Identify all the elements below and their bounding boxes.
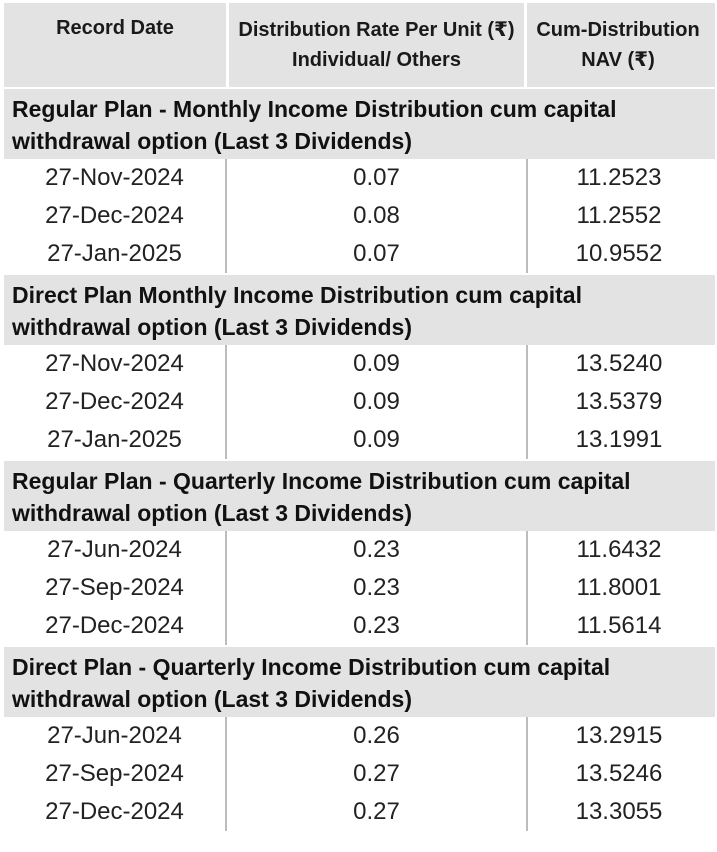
section-title-line1: Direct Plan Monthly Income Distribution cum capital xyxy=(12,282,582,308)
rate-cell: 0.09 xyxy=(225,421,528,459)
header-nav-line1: Cum-Distribution xyxy=(536,19,700,41)
section-title-line1: Direct Plan - Quarterly Income Distribution cum capital xyxy=(12,654,611,680)
table-row xyxy=(4,235,715,273)
table-row xyxy=(4,197,715,235)
nav-cell: 13.5240 xyxy=(575,350,663,377)
rate-cell: 0.23 xyxy=(225,569,528,607)
record-date-cell: 27-Jan-2025 xyxy=(47,240,182,267)
record-date-cell: 27-Jun-2024 xyxy=(47,536,182,563)
table-row xyxy=(4,793,715,831)
rate-cell: 0.08 xyxy=(225,197,528,235)
rate-cell: 0.09 xyxy=(225,383,528,421)
section-title-line2: withdrawal option (Last 3 Dividends) xyxy=(12,128,412,154)
record-date-cell: 27-Jun-2024 xyxy=(47,722,182,749)
table-row xyxy=(4,421,715,459)
section-title xyxy=(4,647,715,717)
table-row xyxy=(4,755,715,793)
nav-cell: 13.5246 xyxy=(575,760,663,787)
record-date-cell: 27-Nov-2024 xyxy=(45,164,184,191)
section-title xyxy=(4,275,715,345)
section-direct-monthly xyxy=(4,275,715,459)
section-title-line2: withdrawal option (Last 3 Dividends) xyxy=(12,686,412,712)
nav-cell: 13.1991 xyxy=(575,426,663,453)
header-distribution-rate xyxy=(226,3,527,87)
section-title-line1: Regular Plan - Monthly Income Distribution cum capital xyxy=(12,96,617,122)
table-row xyxy=(4,345,715,383)
section-title xyxy=(4,89,715,159)
section-regular-quarterly xyxy=(4,461,715,645)
section-title-line1: Regular Plan - Quarterly Income Distribution cum capital xyxy=(12,468,631,494)
record-date-cell: 27-Dec-2024 xyxy=(45,798,184,825)
section-regular-monthly xyxy=(4,89,715,273)
rate-cell: 0.23 xyxy=(225,531,528,569)
rate-cell: 0.07 xyxy=(225,159,528,197)
nav-cell: 11.6432 xyxy=(576,536,662,563)
record-date-cell: 27-Dec-2024 xyxy=(45,388,184,415)
record-date-cell: 27-Nov-2024 xyxy=(45,350,184,377)
nav-cell: 13.5379 xyxy=(575,388,663,415)
header-rate-line1: Distribution Rate Per Unit (₹) xyxy=(238,19,515,41)
rate-cell: 0.27 xyxy=(225,793,528,831)
rate-cell: 0.09 xyxy=(225,345,528,383)
rate-cell: 0.23 xyxy=(225,607,528,645)
rate-cell: 0.26 xyxy=(225,717,528,755)
record-date-cell: 27-Jan-2025 xyxy=(47,426,182,453)
record-date-cell: 27-Dec-2024 xyxy=(45,202,184,229)
record-date-cell: 27-Dec-2024 xyxy=(45,612,184,639)
table-row xyxy=(4,717,715,755)
record-date-cell: 27-Sep-2024 xyxy=(45,574,184,601)
section-direct-quarterly xyxy=(4,647,715,831)
record-date-cell: 27-Sep-2024 xyxy=(45,760,184,787)
rate-cell: 0.27 xyxy=(225,755,528,793)
table-header xyxy=(4,3,715,87)
table-row xyxy=(4,569,715,607)
section-title xyxy=(4,461,715,531)
table-row xyxy=(4,607,715,645)
header-rate-line2: Individual/ Others xyxy=(292,49,461,71)
table-row xyxy=(4,531,715,569)
nav-cell: 13.2915 xyxy=(575,722,663,749)
nav-cell: 11.5614 xyxy=(576,612,662,639)
nav-cell: 13.3055 xyxy=(575,798,663,825)
table-row xyxy=(4,383,715,421)
header-record-date-label: Record Date xyxy=(56,17,174,39)
nav-cell: 11.2552 xyxy=(576,202,662,229)
nav-cell: 10.9552 xyxy=(575,240,663,267)
nav-cell: 11.8001 xyxy=(576,574,662,601)
table-row xyxy=(4,159,715,197)
section-title-line2: withdrawal option (Last 3 Dividends) xyxy=(12,500,412,526)
header-record-date xyxy=(4,3,226,87)
dividend-table xyxy=(4,3,715,831)
header-nav-line2: NAV (₹) xyxy=(581,49,655,71)
nav-cell: 11.2523 xyxy=(576,164,662,191)
rate-cell: 0.07 xyxy=(225,235,528,273)
section-title-line2: withdrawal option (Last 3 Dividends) xyxy=(12,314,412,340)
header-cum-nav xyxy=(527,3,709,87)
